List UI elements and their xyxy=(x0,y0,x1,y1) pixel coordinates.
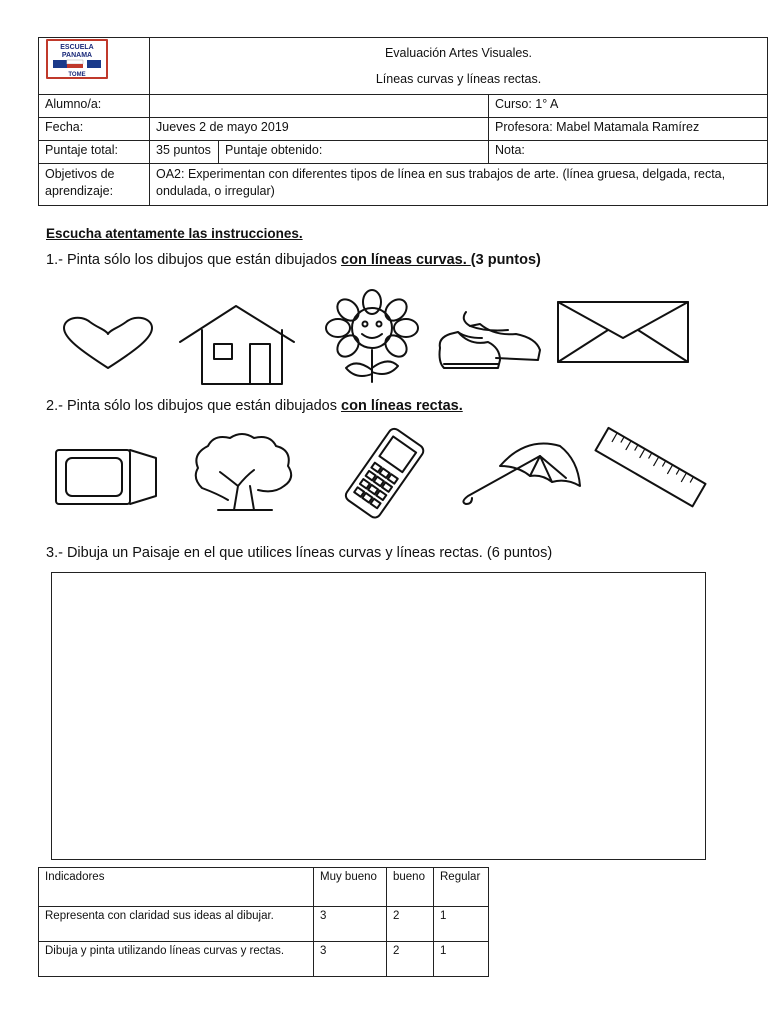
phone-icon[interactable] xyxy=(330,432,438,516)
q1-emphasis: con líneas curvas. xyxy=(341,252,471,268)
page-subtitle: Líneas curvas y líneas rectas. xyxy=(375,72,542,86)
rubric-header: Muy bueno xyxy=(314,868,387,907)
objetivos-text: OA2: Experimentan con diferentes tipos de línea en sus trabajos de arte. (línea gruesa, delgada, recta, ondulada, o irregular) xyxy=(150,164,768,206)
alumno-label: Alumno/a: xyxy=(39,95,150,118)
question-1 xyxy=(46,252,541,268)
school-logo-cell xyxy=(39,38,150,95)
rubric-row xyxy=(39,942,489,977)
question-3: 3.- Dibuja un Paisaje en el que utilices líneas curvas y líneas rectas. (6 puntos) xyxy=(46,545,553,561)
alumno-field[interactable] xyxy=(150,95,489,118)
rubric-indicator: Dibuja y pinta utilizando líneas curvas y rectas. xyxy=(39,942,314,977)
page-title: Evaluación Artes Visuales. xyxy=(384,46,533,60)
q2-emphasis: con líneas rectas. xyxy=(341,398,463,414)
umbrella-icon[interactable] xyxy=(456,436,586,508)
fecha-value: Jueves 2 de mayo 2019 xyxy=(150,118,489,141)
nota-label: Nota: xyxy=(489,141,768,164)
rubric-header: Regular xyxy=(434,868,489,907)
rubric-table xyxy=(38,867,489,977)
puntaje-label: Puntaje total: xyxy=(39,141,150,164)
svg-text:PANAMA: PANAMA xyxy=(61,52,93,59)
rubric-row xyxy=(39,907,489,942)
rubric-header: Indicadores xyxy=(39,868,314,907)
objetivos-label: Objetivos de aprendizaje: xyxy=(39,164,150,206)
flower-icon[interactable] xyxy=(326,290,418,384)
rubric-score[interactable]: 3 xyxy=(314,907,387,942)
house-icon[interactable] xyxy=(178,304,296,386)
tv-icon[interactable] xyxy=(52,446,162,510)
school-logo xyxy=(39,38,147,78)
fecha-label: Fecha: xyxy=(39,118,150,141)
puntaje-obtenido-label: Puntaje obtenido: xyxy=(219,141,489,164)
svg-text:TOME: TOME xyxy=(68,72,86,78)
rubric-score[interactable]: 1 xyxy=(434,907,489,942)
q1-prefix: 1.- Pinta sólo los dibujos que están dibujados xyxy=(46,252,342,268)
rubric-score[interactable]: 1 xyxy=(434,942,489,977)
header-table xyxy=(38,37,768,206)
profesora-label: Profesora: Mabel Matamala Ramírez xyxy=(489,118,768,141)
q2-prefix: 2.- Pinta sólo los dibujos que están dibujados xyxy=(46,398,342,414)
rubric-header: bueno xyxy=(387,868,434,907)
svg-text:ESCUELA: ESCUELA xyxy=(60,44,94,51)
envelope-icon[interactable] xyxy=(556,300,690,364)
curso-label: Curso: 1° A xyxy=(489,95,768,118)
rubric-score[interactable]: 2 xyxy=(387,907,434,942)
rubric-score[interactable]: 2 xyxy=(387,942,434,977)
question-2 xyxy=(46,398,463,414)
instructions-heading: Escucha atentamente las instrucciones. xyxy=(46,226,303,241)
q1-points: (3 puntos) xyxy=(470,252,541,268)
puntaje-value: 35 puntos xyxy=(150,141,219,164)
ruler-icon[interactable] xyxy=(598,424,702,512)
heart-icon[interactable] xyxy=(60,316,160,372)
rubric-score[interactable]: 3 xyxy=(314,942,387,977)
shoes-icon[interactable] xyxy=(436,308,544,376)
title-cell xyxy=(150,38,768,95)
tree-icon[interactable] xyxy=(188,430,308,514)
rubric-header-row xyxy=(39,868,489,907)
drawing-area[interactable] xyxy=(51,572,706,860)
rubric-indicator: Representa con claridad sus ideas al dibujar. xyxy=(39,907,314,942)
